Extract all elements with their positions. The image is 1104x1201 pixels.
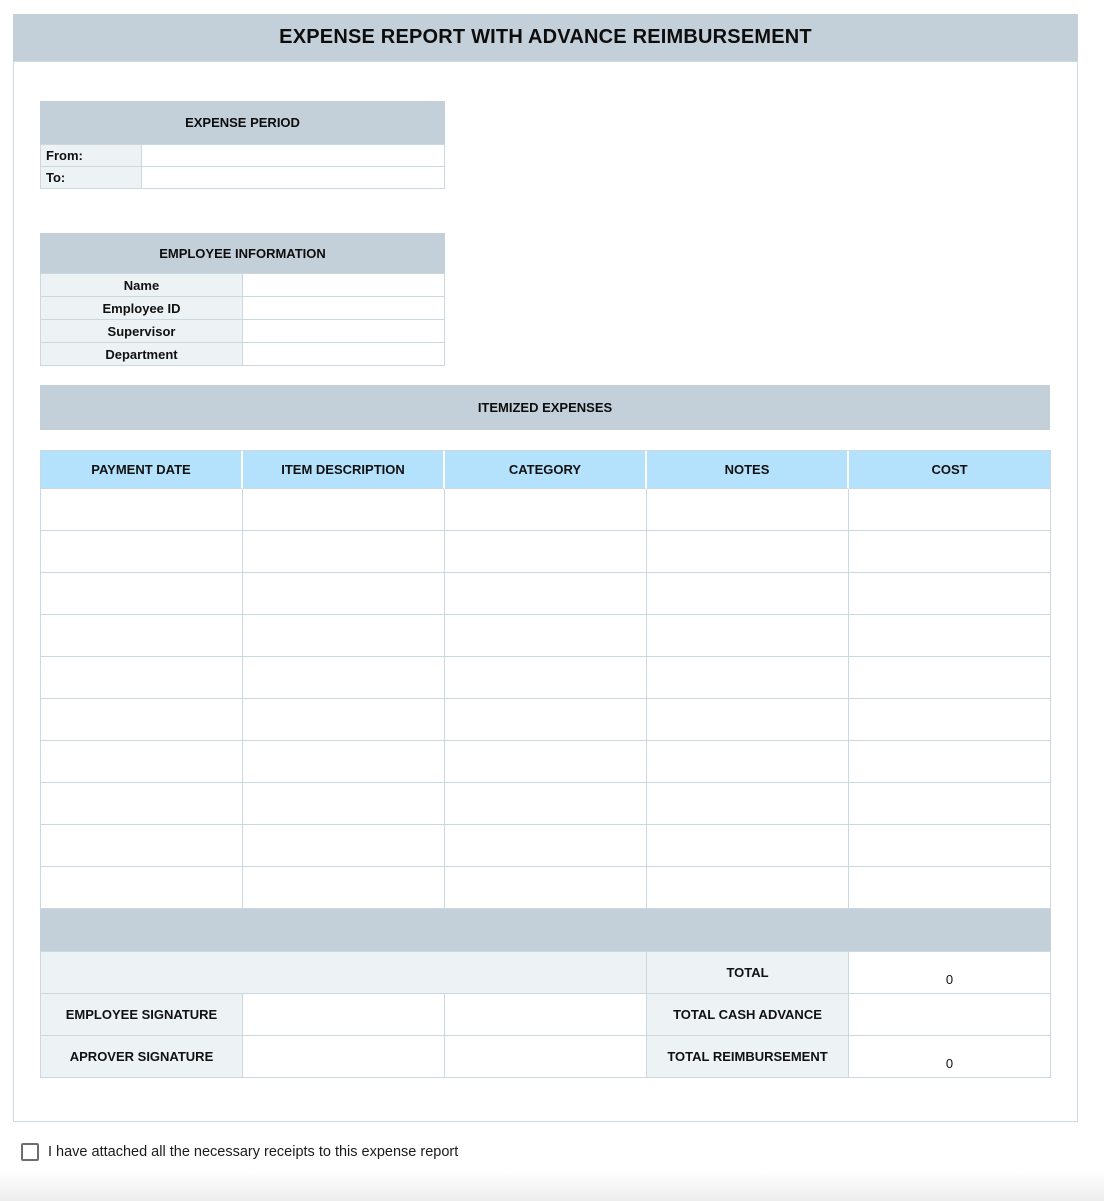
expense-cell[interactable] (445, 489, 647, 531)
expense-cell[interactable] (647, 825, 849, 867)
column-header-notes: NOTES (647, 451, 849, 489)
expense-cell[interactable] (647, 783, 849, 825)
expense-period-header: EXPENSE PERIOD (40, 101, 445, 144)
expense-cell[interactable] (849, 741, 1051, 783)
to-value-cell[interactable] (142, 167, 445, 189)
expense-cell[interactable] (41, 657, 243, 699)
expense-cell[interactable] (849, 573, 1051, 615)
total-reimbursement-label: TOTAL REIMBURSEMENT (647, 1036, 849, 1078)
employee-id-label: Employee ID (41, 297, 243, 320)
from-value-cell[interactable] (142, 145, 445, 167)
expense-cell[interactable] (243, 531, 445, 573)
expense-cell[interactable] (243, 867, 445, 909)
page-bottom-edge (0, 1171, 1104, 1201)
receipts-checkbox-label: I have attached all the necessary receipts to this expense report (48, 1144, 459, 1160)
expense-cell[interactable] (849, 489, 1051, 531)
expense-cell[interactable] (41, 615, 243, 657)
approver-signature-label: APROVER SIGNATURE (41, 1036, 243, 1078)
expense-cell[interactable] (243, 783, 445, 825)
itemized-expenses-header: ITEMIZED EXPENSES (40, 385, 1050, 430)
total-label: TOTAL (647, 952, 849, 994)
approver-signature-cell[interactable] (243, 1036, 445, 1078)
receipts-checkbox[interactable] (21, 1143, 39, 1161)
expense-cell[interactable] (41, 783, 243, 825)
total-cash-advance-label: TOTAL CASH ADVANCE (647, 994, 849, 1036)
receipts-confirmation (21, 1143, 458, 1161)
expense-cell[interactable] (41, 531, 243, 573)
expense-cell[interactable] (243, 573, 445, 615)
column-header-payment-date: PAYMENT DATE (41, 451, 243, 489)
expense-cell[interactable] (41, 867, 243, 909)
employee-information-table (40, 233, 445, 366)
name-value-cell[interactable] (243, 274, 445, 297)
report-title-bar (13, 14, 1078, 61)
expense-cell[interactable] (445, 615, 647, 657)
total-row-filler-cell (41, 952, 647, 994)
name-label: Name (41, 274, 243, 297)
from-label: From: (41, 145, 142, 167)
expense-cell[interactable] (243, 741, 445, 783)
expense-cell[interactable] (849, 867, 1051, 909)
expense-cell[interactable] (445, 699, 647, 741)
expense-cell[interactable] (849, 531, 1051, 573)
expense-cell[interactable] (647, 615, 849, 657)
employee-signature-extra-cell[interactable] (445, 994, 647, 1036)
expense-cell[interactable] (849, 699, 1051, 741)
total-cash-advance-value[interactable] (849, 994, 1051, 1036)
total-value: 0 (849, 952, 1051, 994)
employee-signature-label: EMPLOYEE SIGNATURE (41, 994, 243, 1036)
employee-id-value-cell[interactable] (243, 297, 445, 320)
employee-signature-cell[interactable] (243, 994, 445, 1036)
employee-information-header: EMPLOYEE INFORMATION (40, 233, 445, 273)
page-title: EXPENSE REPORT WITH ADVANCE REIMBURSEMENT (279, 26, 812, 48)
to-label: To: (41, 167, 142, 189)
expense-cell[interactable] (647, 741, 849, 783)
itemized-expenses-table (40, 450, 1051, 1078)
expense-cell[interactable] (41, 573, 243, 615)
expense-cell[interactable] (647, 657, 849, 699)
expense-cell[interactable] (849, 657, 1051, 699)
total-reimbursement-value: 0 (849, 1036, 1051, 1078)
expense-cell[interactable] (243, 825, 445, 867)
expense-period-table (40, 101, 445, 189)
expense-cell[interactable] (849, 783, 1051, 825)
summary-spacer-bar (40, 909, 1051, 951)
expense-empty-rows (40, 489, 1051, 909)
expense-cell[interactable] (41, 489, 243, 531)
approver-signature-extra-cell[interactable] (445, 1036, 647, 1078)
expense-cell[interactable] (849, 615, 1051, 657)
column-header-cost: COST (849, 451, 1051, 489)
expense-cell[interactable] (243, 489, 445, 531)
expense-cell[interactable] (243, 699, 445, 741)
expense-cell[interactable] (647, 489, 849, 531)
expense-cell[interactable] (849, 825, 1051, 867)
column-header-item-description: ITEM DESCRIPTION (243, 451, 445, 489)
expense-cell[interactable] (41, 699, 243, 741)
expense-cell[interactable] (647, 699, 849, 741)
supervisor-value-cell[interactable] (243, 320, 445, 343)
expense-cell[interactable] (243, 657, 445, 699)
expense-cell[interactable] (445, 573, 647, 615)
department-value-cell[interactable] (243, 343, 445, 366)
column-header-category: CATEGORY (445, 451, 647, 489)
expense-cell[interactable] (647, 531, 849, 573)
expense-cell[interactable] (445, 825, 647, 867)
expense-cell[interactable] (41, 741, 243, 783)
expense-cell[interactable] (647, 867, 849, 909)
expense-cell[interactable] (445, 657, 647, 699)
expense-cell[interactable] (647, 573, 849, 615)
expense-cell[interactable] (445, 531, 647, 573)
expense-cell[interactable] (243, 615, 445, 657)
department-label: Department (41, 343, 243, 366)
supervisor-label: Supervisor (41, 320, 243, 343)
expense-cell[interactable] (445, 867, 647, 909)
expense-cell[interactable] (445, 783, 647, 825)
expense-cell[interactable] (41, 825, 243, 867)
expense-cell[interactable] (445, 741, 647, 783)
